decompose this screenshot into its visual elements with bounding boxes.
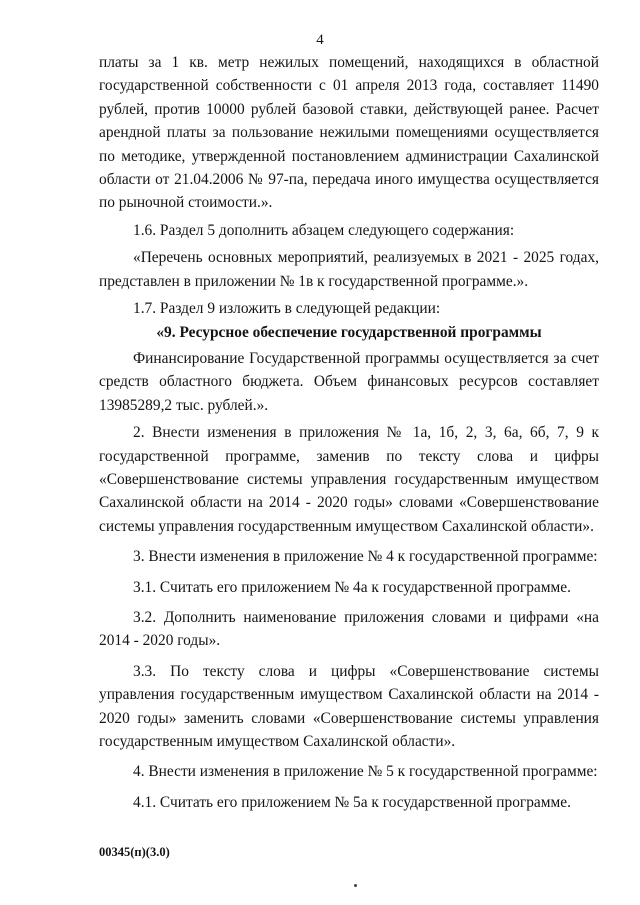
paragraph-3-1: 3.1. Считать его приложением № 4а к государственной программе. (133, 578, 571, 596)
paragraph-2: 2. Внести изменения в приложения № 1а, 1б, 2, 3, 6а, 6б, 7, 9 к государственной программе, заменив по тексту слова и цифры «Совершенствование системы управления государственным имуществом Сахалинской области на 2014 - 2020 годы» словами «Совершенствование системы управления государственным имуществом Сахалинской области». (99, 424, 599, 535)
paragraph-quote-list: «Перечень основных мероприятий, реализуемых в 2021 - 2025 годах, представлен в приложении № 1в к государственной программе.». (99, 249, 599, 290)
paragraph-1-7: 1.7. Раздел 9 изложить в следующей редакции: (133, 300, 441, 318)
section-heading: «9. Ресурсное обеспечение государственной программы (156, 324, 542, 342)
paragraph-1-6: 1.6. Раздел 5 дополнить абзацем следующего содержания: (133, 221, 515, 239)
paragraph-3-2: 3.2. Дополнить наименование приложения словами и цифрами «на 2014 - 2020 годы». (99, 608, 599, 650)
paragraph-financing: Финансирование Государственной программы осуществляется за счет средств областного бюджета. Объем финансовых ресурсов составляет 13985289,2 тыс. рублей.». (99, 349, 599, 414)
document-code: 00345(п)(3.0) (99, 845, 170, 859)
paragraph-continuation: платы за 1 кв. метр нежилых помещений, находящихся в областной государственной собственности с 01 апреля 2013 года, составляет 11490 рублей, против 10000 рублей базовой ставки, действующей ранее. Расчет арендной платы за пользование нежилыми помещениями осуществляется по методике, утвержденной постановлением администрации Сахалинской области от 21.04.2006 № 97-па, передача иного имущества осуществляется по рыночной стоимости.». (99, 54, 599, 212)
document-body (99, 51, 599, 814)
scan-speck (354, 884, 357, 887)
page-number: 4 (316, 32, 324, 48)
paragraph-4: 4. Внести изменения в приложение № 5 к государственной программе: (133, 763, 598, 781)
paragraph-3-3: 3.3. По тексту слова и цифры «Совершенствование системы управления государственным имуществом Сахалинской области на 2014 - 2020 годы» заменить словами «Совершенствование системы управления государственным имуществом Сахалинской области». (99, 662, 599, 750)
paragraph-3: 3. Внести изменения в приложение № 4 к государственной программе: (133, 548, 598, 566)
paragraph-4-1: 4.1. Считать его приложением № 5а к государственной программе. (133, 793, 571, 811)
